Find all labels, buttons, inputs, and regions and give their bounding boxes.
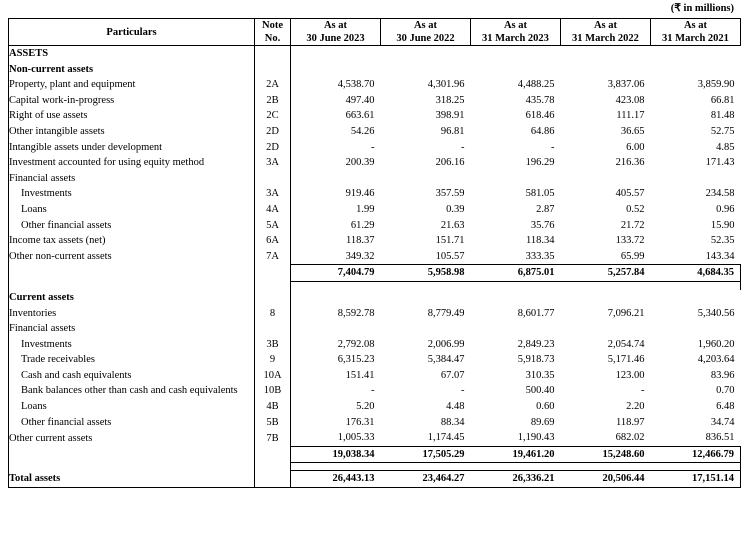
cell-value: 2.20 xyxy=(626,401,645,413)
cell-value xyxy=(291,290,381,306)
cell-value: 234.58 xyxy=(705,188,735,200)
cell-value: 5,384.47 xyxy=(427,354,465,366)
row-note-number xyxy=(255,321,291,337)
table-row xyxy=(9,233,741,249)
cell-value: 618.46 xyxy=(525,110,555,122)
subtotal-row xyxy=(9,265,741,282)
cell-value: 176.31 xyxy=(345,416,375,428)
border-cell xyxy=(561,488,651,489)
row-note-number: 3A xyxy=(255,186,291,202)
cell-value: 2,792.08 xyxy=(337,338,375,350)
cell-value: 398.91 xyxy=(435,110,465,122)
cell-value: 581.05 xyxy=(525,188,555,200)
gap-row xyxy=(9,463,741,471)
row-note-number: 7B xyxy=(255,430,291,446)
cell-value: 663.61 xyxy=(345,110,375,122)
cell-value: 5,257.84 xyxy=(561,265,651,282)
cell-value: 405.57 xyxy=(615,188,645,200)
cell-value xyxy=(291,463,381,471)
cell-value: 196.29 xyxy=(525,157,555,169)
cell-value: 8,601.77 xyxy=(517,307,555,319)
cell-value: 2,006.99 xyxy=(427,338,465,350)
row-label: Bank balances other than cash and cash equivalents xyxy=(9,383,255,399)
cell-value: 96.81 xyxy=(440,125,465,137)
cell-value: - xyxy=(461,141,465,153)
table-row xyxy=(9,430,741,446)
table-row xyxy=(9,186,741,202)
cell-value: 6,875.01 xyxy=(471,265,561,282)
row-note-number xyxy=(255,446,291,463)
cell-value: 36.65 xyxy=(620,125,645,137)
table-row xyxy=(9,415,741,431)
row-label: Loans xyxy=(9,202,255,218)
cell-value: - xyxy=(461,385,465,397)
cell-value: 206.16 xyxy=(435,157,465,169)
cell-value: 357.59 xyxy=(435,188,465,200)
row-label: Non-current assets xyxy=(9,62,255,78)
cell-value xyxy=(291,62,381,78)
row-note-number: 4B xyxy=(255,399,291,415)
cell-value: 89.69 xyxy=(530,416,555,428)
table-bottom-border xyxy=(9,488,741,489)
row-note-number: 5A xyxy=(255,218,291,234)
cell-value: 4,684.35 xyxy=(651,265,741,282)
table-row xyxy=(9,202,741,218)
cell-value xyxy=(471,46,561,62)
cell-value: 26,336.21 xyxy=(471,471,561,488)
total-assets-row xyxy=(9,471,741,488)
row-note-number: 4A xyxy=(255,202,291,218)
cell-value xyxy=(561,463,651,471)
row-note-number: 2C xyxy=(255,108,291,124)
cell-value: 61.29 xyxy=(350,219,375,231)
cell-value: 1,190.43 xyxy=(517,432,555,444)
cell-value: 88.34 xyxy=(440,416,465,428)
row-label: Investment accounted for using equity method xyxy=(9,155,255,171)
row-label: Total assets xyxy=(9,471,255,488)
period-2-line1: As at xyxy=(413,20,438,31)
cell-value: 52.35 xyxy=(710,235,735,247)
cell-value xyxy=(651,46,741,62)
cell-value: 310.35 xyxy=(525,369,555,381)
table-row xyxy=(9,218,741,234)
row-note-number: 2A xyxy=(255,77,291,93)
row-note-number: 7A xyxy=(255,249,291,265)
row-note-number xyxy=(255,62,291,78)
balance-sheet-table xyxy=(8,18,741,488)
row-label xyxy=(9,446,255,463)
cell-value: 64.86 xyxy=(530,125,555,137)
cell-value: 118.37 xyxy=(346,235,375,247)
cell-value: 6.00 xyxy=(626,141,645,153)
cell-value xyxy=(381,321,471,337)
cell-value: 0.60 xyxy=(536,401,555,413)
cell-value: 0.96 xyxy=(716,203,735,215)
cell-value: 682.02 xyxy=(615,432,645,444)
cell-value: 5,340.56 xyxy=(697,307,735,319)
cell-value: 81.48 xyxy=(710,110,735,122)
cell-value: 1.99 xyxy=(356,203,375,215)
period-2-line2: 30 June 2022 xyxy=(396,33,455,44)
period-3-line2: 31 March 2023 xyxy=(482,33,549,44)
table-row xyxy=(9,368,741,384)
cell-value: 1,005.33 xyxy=(337,432,375,444)
period-3-line1: As at xyxy=(503,20,528,31)
table-row xyxy=(9,290,741,306)
row-note-number xyxy=(255,471,291,488)
cell-value: 4,203.64 xyxy=(697,354,735,366)
cell-value: 54.26 xyxy=(350,125,375,137)
cell-value: 15,248.60 xyxy=(561,446,651,463)
cell-value xyxy=(651,62,741,78)
cell-value: 1,174.45 xyxy=(427,432,465,444)
cell-value xyxy=(381,290,471,306)
row-label: Capital work-in-progress xyxy=(9,93,255,109)
cell-value: 349.32 xyxy=(345,250,375,262)
cell-value xyxy=(291,321,381,337)
table-row xyxy=(9,337,741,353)
cell-value: 19,038.34 xyxy=(291,446,381,463)
row-note-number: 2B xyxy=(255,93,291,109)
cell-value: 200.39 xyxy=(345,157,375,169)
cell-value: 20,506.44 xyxy=(561,471,651,488)
cell-value: 423.08 xyxy=(615,94,645,106)
row-note-number xyxy=(255,46,291,62)
row-label xyxy=(9,463,255,471)
table-row xyxy=(9,321,741,337)
cell-value: 6.48 xyxy=(716,401,735,413)
cell-value: 1,960.20 xyxy=(697,338,735,350)
table-row xyxy=(9,352,741,368)
table-row xyxy=(9,77,741,93)
row-note-number xyxy=(255,281,291,290)
row-label: Investments xyxy=(9,186,255,202)
row-label: Right of use assets xyxy=(9,108,255,124)
cell-value: 5.20 xyxy=(356,401,375,413)
row-note-number: 2D xyxy=(255,140,291,156)
cell-value xyxy=(471,321,561,337)
table-row xyxy=(9,155,741,171)
cell-value xyxy=(291,46,381,62)
table-row xyxy=(9,399,741,415)
cell-value: 8,779.49 xyxy=(427,307,465,319)
cell-value: 919.46 xyxy=(345,188,375,200)
period-5-line1: As at xyxy=(683,20,708,31)
cell-value: 0.52 xyxy=(626,203,645,215)
cell-value: 4,488.25 xyxy=(517,79,555,91)
cell-value: 6,315.23 xyxy=(337,354,375,366)
cell-value xyxy=(471,290,561,306)
cell-value: 2.87 xyxy=(536,203,555,215)
row-note-number: 8 xyxy=(255,306,291,322)
row-note-number: 5B xyxy=(255,415,291,431)
cell-value: 318.25 xyxy=(435,94,465,106)
cell-value xyxy=(561,46,651,62)
cell-value: 3,837.06 xyxy=(607,79,645,91)
row-label: Other financial assets xyxy=(9,415,255,431)
cell-value xyxy=(561,290,651,306)
row-note-number: 9 xyxy=(255,352,291,368)
cell-value: 23,464.27 xyxy=(381,471,471,488)
cell-value: 4.85 xyxy=(716,141,735,153)
row-note-number xyxy=(255,290,291,306)
cell-value: 123.00 xyxy=(615,369,645,381)
cell-value xyxy=(381,62,471,78)
border-cell xyxy=(255,488,291,489)
spacer-row xyxy=(9,281,741,290)
cell-value xyxy=(561,281,651,290)
row-label: Income tax assets (net) xyxy=(9,233,255,249)
period-4-line1: As at xyxy=(593,20,618,31)
units-note: (₹ in millions) xyxy=(670,3,734,14)
cell-value: 151.71 xyxy=(435,235,465,247)
cell-value: 15.90 xyxy=(710,219,735,231)
cell-value xyxy=(381,171,471,187)
row-note-number: 3B xyxy=(255,337,291,353)
row-note-number: 10B xyxy=(255,383,291,399)
row-label: Inventories xyxy=(9,306,255,322)
row-note-number: 3A xyxy=(255,155,291,171)
cell-value xyxy=(381,463,471,471)
cell-value xyxy=(651,321,741,337)
cell-value: 3,859.90 xyxy=(697,79,735,91)
cell-value: 4,301.96 xyxy=(427,79,465,91)
border-cell xyxy=(381,488,471,489)
cell-value: 105.57 xyxy=(435,250,465,262)
table-row xyxy=(9,46,741,62)
cell-value xyxy=(561,321,651,337)
cell-value: 2,054.74 xyxy=(607,338,645,350)
cell-value: 133.72 xyxy=(615,235,645,247)
cell-value: 19,461.20 xyxy=(471,446,561,463)
cell-value: 8,592.78 xyxy=(337,307,375,319)
cell-value xyxy=(291,281,381,290)
column-header-period-5 xyxy=(651,19,741,46)
cell-value: - xyxy=(641,385,645,397)
cell-value: 143.34 xyxy=(705,250,735,262)
row-label: Other non-current assets xyxy=(9,249,255,265)
table-row xyxy=(9,171,741,187)
cell-value xyxy=(651,290,741,306)
column-header-period-3 xyxy=(471,19,561,46)
cell-value: 21.72 xyxy=(620,219,645,231)
cell-value: 12,466.79 xyxy=(651,446,741,463)
row-label: Loans xyxy=(9,399,255,415)
table-row xyxy=(9,62,741,78)
table-header xyxy=(9,19,741,46)
row-label: Intangible assets under development xyxy=(9,140,255,156)
note-header-line2: No. xyxy=(264,33,281,44)
cell-value: 7,096.21 xyxy=(607,307,645,319)
cell-value: - xyxy=(371,141,375,153)
cell-value: 17,505.29 xyxy=(381,446,471,463)
cell-value: 4.48 xyxy=(446,401,465,413)
cell-value: 34.74 xyxy=(710,416,735,428)
cell-value: 500.40 xyxy=(525,385,555,397)
column-header-particulars: Particulars xyxy=(9,19,255,46)
border-cell xyxy=(471,488,561,489)
row-note-number xyxy=(255,171,291,187)
cell-value: 17,151.14 xyxy=(651,471,741,488)
border-cell xyxy=(651,488,741,489)
period-4-line2: 31 March 2022 xyxy=(572,33,639,44)
period-1-line2: 30 June 2023 xyxy=(306,33,365,44)
row-note-number: 10A xyxy=(255,368,291,384)
cell-value xyxy=(471,171,561,187)
table-row xyxy=(9,383,741,399)
row-label: ASSETS xyxy=(9,46,255,62)
cell-value xyxy=(291,171,381,187)
cell-value: 65.99 xyxy=(620,250,645,262)
row-note-number xyxy=(255,265,291,282)
period-5-line2: 31 March 2021 xyxy=(662,33,729,44)
table-row xyxy=(9,93,741,109)
cell-value: 836.51 xyxy=(705,432,735,444)
cell-value: 216.36 xyxy=(615,157,645,169)
row-label: Other financial assets xyxy=(9,218,255,234)
cell-value xyxy=(381,281,471,290)
cell-value: 171.43 xyxy=(705,157,735,169)
table-body xyxy=(9,46,741,489)
cell-value xyxy=(471,463,561,471)
row-label: Cash and cash equivalents xyxy=(9,368,255,384)
row-label: Current assets xyxy=(9,290,255,306)
note-header-line1: Note xyxy=(262,20,283,31)
cell-value: 497.40 xyxy=(345,94,375,106)
cell-value: 118.97 xyxy=(616,416,645,428)
row-label: Financial assets xyxy=(9,171,255,187)
row-label: Other intangible assets xyxy=(9,124,255,140)
cell-value: 52.75 xyxy=(710,125,735,137)
row-label xyxy=(9,281,255,290)
row-note-number xyxy=(255,463,291,471)
cell-value: 66.81 xyxy=(710,94,735,106)
cell-value: - xyxy=(551,141,555,153)
cell-value xyxy=(381,46,471,62)
cell-value: 5,918.73 xyxy=(517,354,555,366)
row-note-number: 6A xyxy=(255,233,291,249)
row-label: Financial assets xyxy=(9,321,255,337)
cell-value: 0.39 xyxy=(446,203,465,215)
cell-value: 67.07 xyxy=(440,369,465,381)
cell-value: 333.35 xyxy=(525,250,555,262)
cell-value: 83.96 xyxy=(710,369,735,381)
column-header-period-1 xyxy=(291,19,381,46)
cell-value xyxy=(651,171,741,187)
cell-value xyxy=(471,62,561,78)
cell-value: 5,171.46 xyxy=(607,354,645,366)
cell-value: 111.17 xyxy=(616,110,645,122)
period-1-line1: As at xyxy=(323,20,348,31)
row-label: Investments xyxy=(9,337,255,353)
cell-value: 435.78 xyxy=(525,94,555,106)
border-cell xyxy=(291,488,381,489)
row-label: Property, plant and equipment xyxy=(9,77,255,93)
cell-value xyxy=(561,62,651,78)
border-cell xyxy=(9,488,255,489)
table-row xyxy=(9,124,741,140)
row-label xyxy=(9,265,255,282)
row-label: Trade receivables xyxy=(9,352,255,368)
cell-value xyxy=(471,281,561,290)
cell-value: 26,443.13 xyxy=(291,471,381,488)
cell-value: 21.63 xyxy=(440,219,465,231)
table-row xyxy=(9,108,741,124)
cell-value: 35.76 xyxy=(530,219,555,231)
cell-value xyxy=(651,463,741,471)
cell-value: 7,404.79 xyxy=(291,265,381,282)
cell-value: 4,538.70 xyxy=(337,79,375,91)
column-header-period-4 xyxy=(561,19,651,46)
cell-value: 151.41 xyxy=(345,369,375,381)
cell-value xyxy=(561,171,651,187)
column-header-period-2 xyxy=(381,19,471,46)
cell-value xyxy=(651,281,741,290)
table-row xyxy=(9,140,741,156)
cell-value: 0.70 xyxy=(716,385,735,397)
cell-value: 2,849.23 xyxy=(517,338,555,350)
subtotal-row xyxy=(9,446,741,463)
table-row xyxy=(9,249,741,265)
cell-value: 118.34 xyxy=(526,235,555,247)
table-row xyxy=(9,306,741,322)
row-label: Other current assets xyxy=(9,430,255,446)
cell-value: 5,958.98 xyxy=(381,265,471,282)
row-note-number: 2D xyxy=(255,124,291,140)
cell-value: - xyxy=(371,385,375,397)
column-header-note-no xyxy=(255,19,291,46)
